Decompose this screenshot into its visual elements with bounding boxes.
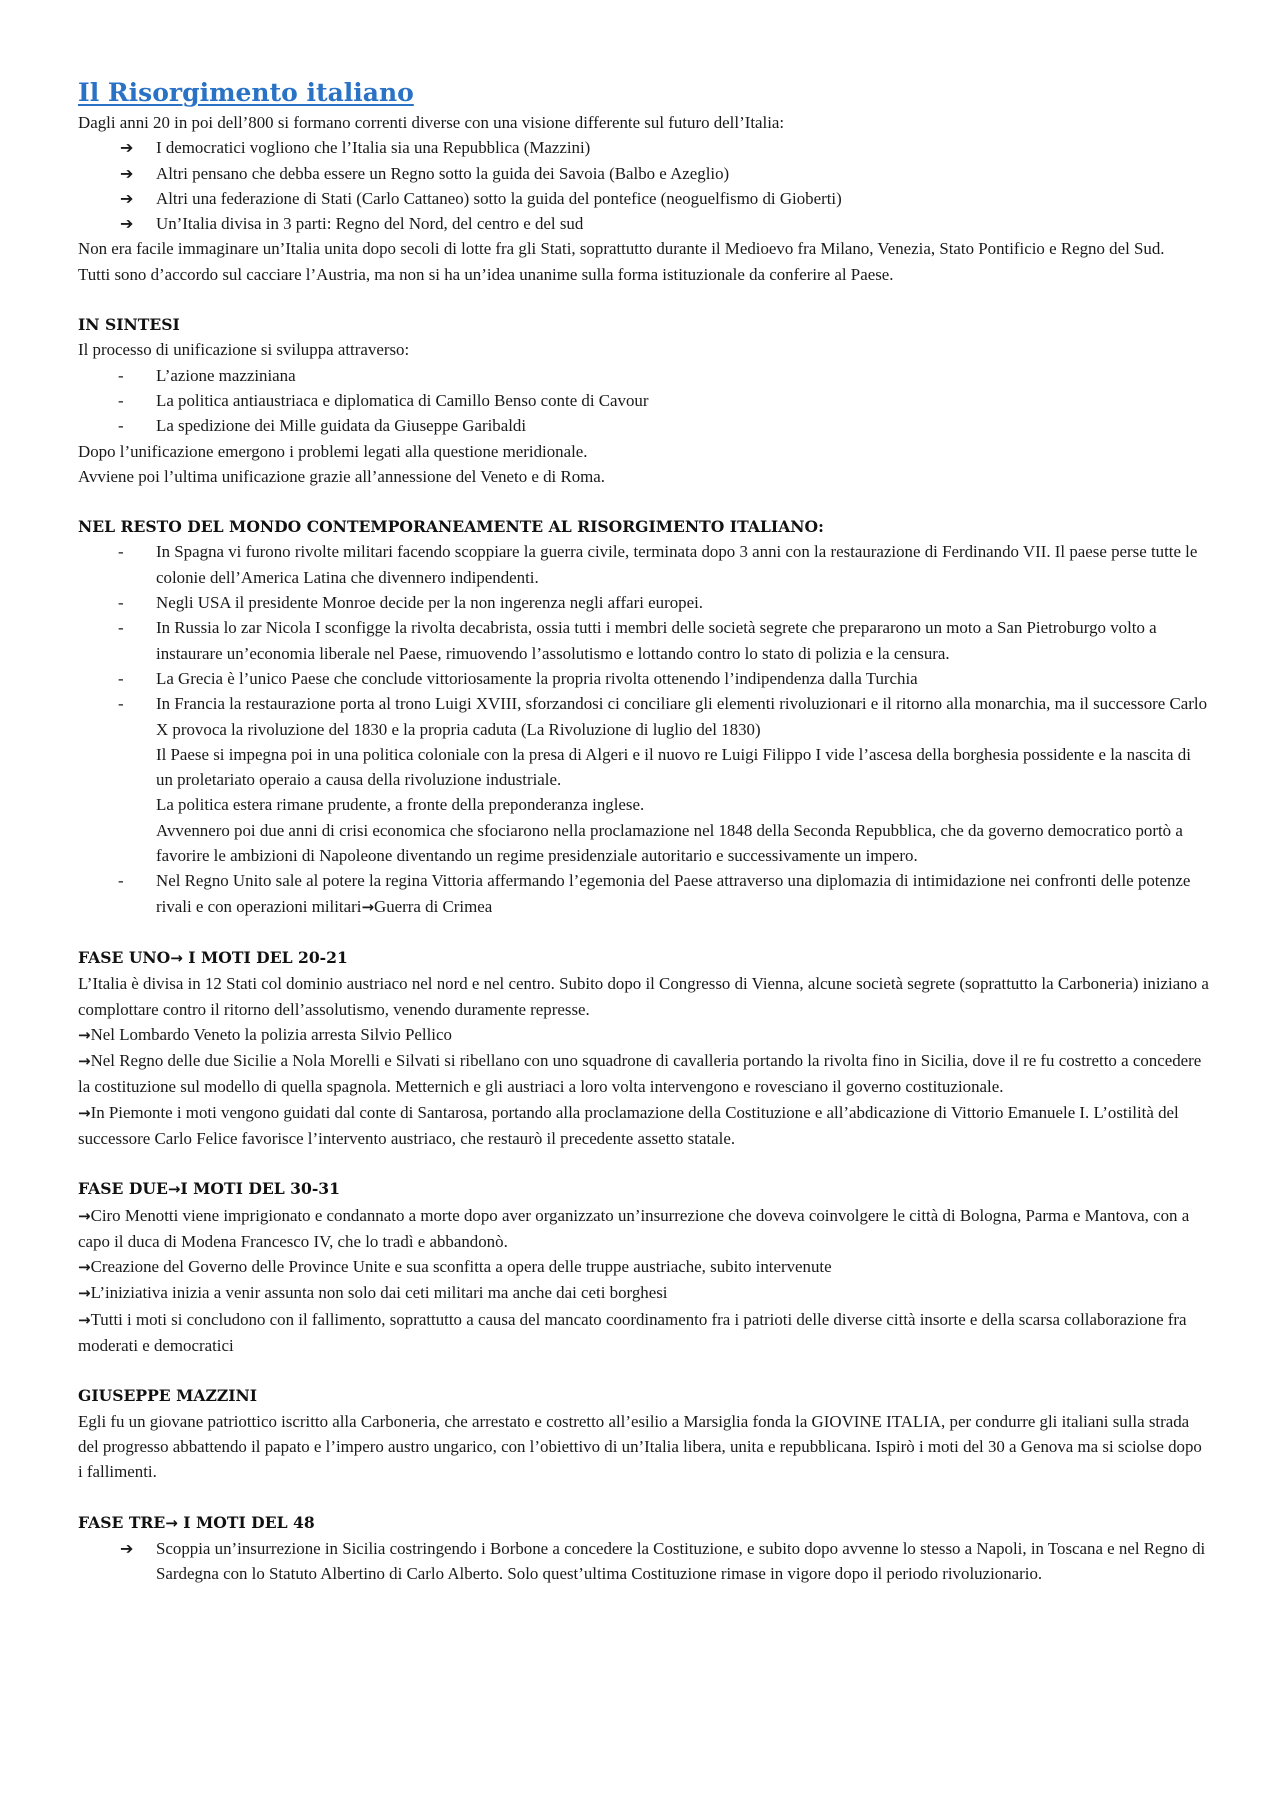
- list-item-francia: - In Francia la restaurazione porta al trono Luigi XVIII, sforzandosi ci conciliare gli elementi rivoluzionari e il ritorno alla monarchia, ma il successore Carlo X provoca la rivoluzione del 1830 e la propria caduta (La Rivoluzione di luglio del 1830) Il Paese si impegna poi in una politica coloniale con la presa di Algeri e il nuovo re Luigi Filippo I vide l’ascesa della borghesia possidente e la nascita di un proletariato operaio a causa della rivoluzione industriale. La politica estera rimane prudente, a fronte della preponderanza inglese. Avvennero poi due anni di crisi economica che sfociarono nella proclamazione nel 1848 della Seconda Repubblica, che da governo democratico portò a favorire le ambizioni di Napoleone diventando un regime presidenziale autoritario e successivamente un impero.: [78, 691, 1210, 868]
- section-heading-fase-tre: FASE TRE→ I MOTI DEL 48: [78, 1512, 315, 1532]
- intro-paragraph: Dagli anni 20 in poi dell’800 si formano correnti diverse con una visione differente sul futuro dell’Italia:: [78, 113, 785, 132]
- arrow-bullet-icon: ➔: [120, 163, 134, 183]
- dash-bullet: -: [118, 416, 124, 436]
- fase-uno-paragraph: L’Italia è divisa in 12 Stati col dominio austriaco nel nord e nel centro. Subito dopo il Congresso di Vienna, alcune società segrete (soprattutto la Carboneria) iniziano a complottare contro il ritorno dell’assolutismo, venendo duramente represse.: [78, 974, 1209, 1019]
- dash-bullet: -: [118, 593, 124, 613]
- currents-list: [78, 135, 1210, 236]
- mondo-list: [78, 539, 1210, 919]
- fase-tre-list: [78, 1536, 1210, 1587]
- arrow-bullet-icon: ➔: [120, 214, 134, 234]
- list-item: ➔ Altri una federazione di Stati (Carlo Cattaneo) sotto la guida del pontefice (neoguelfismo di Gioberti): [78, 186, 1210, 211]
- arrow-icon: →: [78, 1284, 91, 1303]
- sintesi-lead: Il processo di unificazione si sviluppa attraverso:: [78, 340, 410, 360]
- list-item: - La politica antiaustriaca e diplomatica di Camillo Benso conte di Cavour: [78, 388, 1210, 413]
- list-item: - La spedizione dei Mille guidata da Giuseppe Garibaldi: [78, 413, 1210, 438]
- arrow-icon: →: [78, 1206, 91, 1225]
- sintesi-list: [78, 363, 1210, 439]
- dash-bullet: -: [118, 694, 124, 714]
- arrow-bullet-icon: ➔: [120, 138, 134, 158]
- fase-due-item: →Ciro Menotti viene imprigionato e condannato a morte dopo aver organizzato un’insurrezione che doveva coinvolgere le città di Bologna, Parma e Mantova, con a capo il duca di Modena Francesco IV, che lo tradì e abbandonò.: [78, 1205, 1190, 1251]
- list-item: ➔ Scoppia un’insurrezione in Sicilia costringendo i Borbone a concedere la Costituzione, e subito dopo avvenne lo stesso a Napoli, in Toscana e nel Regno di Sardegna con lo Statuto Albertino di Carlo Alberto. Solo quest’ultima Costituzione rimase in vigore dopo il periodo rivoluzionario.: [78, 1536, 1210, 1587]
- list-item-russia: - In Russia lo zar Nicola I sconfigge la rivolta decabrista, ossia tutti i membri delle società segrete che prepararono un moto a San Pietroburgo volto a instaurare un’economia liberale nel Paese, rimuovendo l’assolutismo e lottando contro lo stato di polizia e la censura.: [78, 615, 1210, 666]
- intro-paragraph-2: Non era facile immaginare un’Italia unita dopo secoli di lotte fra gli Stati, soprattutto durante il Medioevo fra Milano, Venezia, Stato Pontificio e Regno del Sud.: [78, 239, 1165, 259]
- list-item-grecia: - La Grecia è l’unico Paese che conclude vittoriosamente la propria rivolta ottenendo l’indipendenza dalla Turchia: [78, 666, 1210, 691]
- arrow-icon: →: [78, 1103, 91, 1122]
- list-item-spagna: - In Spagna vi furono rivolte militari facendo scoppiare la guerra civile, terminata dopo 3 anni con la restaurazione di Ferdinando VII. Il paese perse tutte le colonie dell’America Latina che divennero indipendenti.: [78, 539, 1210, 590]
- fase-due-item: →L’iniziativa inizia a venir assunta non solo dai ceti militari ma anche dai ceti borghesi: [78, 1283, 668, 1303]
- intro-paragraph-3: Tutti sono d’accordo sul cacciare l’Austria, ma non si ha un’idea unanime sulla forma istituzionale da conferire al Paese.: [78, 264, 894, 284]
- arrow-bullet-icon: ➔: [120, 188, 134, 208]
- dash-bullet: -: [118, 542, 124, 562]
- list-item-usa: - Negli USA il presidente Monroe decide per la non ingerenza negli affari europei.: [78, 590, 1210, 615]
- list-item: - L’azione mazziniana: [78, 363, 1210, 388]
- fase-due-item: →Tutti i moti si concludono con il fallimento, soprattutto a causa del mancato coordinamento fra i patrioti delle diverse città insorte e della scarsa collaborazione fra moderati e democratici: [78, 1309, 1187, 1356]
- arrow-icon: →: [170, 948, 183, 967]
- arrow-icon: →: [167, 1180, 181, 1199]
- arrow-icon: →: [78, 1052, 91, 1071]
- arrow-bullet-icon: ➔: [120, 1538, 134, 1558]
- dash-bullet: -: [118, 618, 124, 638]
- dash-bullet: -: [118, 390, 124, 410]
- section-heading-mazzini: GIUSEPPE MAZZINI: [78, 1386, 258, 1406]
- list-item: ➔ Altri pensano che debba essere un Regno sotto la guida dei Savoia (Balbo e Azeglio): [78, 161, 1210, 186]
- section-heading-fase-uno: FASE UNO→ I MOTI DEL 20-21: [78, 947, 348, 967]
- section-heading-fase-due: FASE DUE→I MOTI DEL 30-31: [78, 1179, 340, 1199]
- page-title: Il Risorgimento italiano: [78, 78, 414, 107]
- section-heading-mondo: NEL RESTO DEL MONDO CONTEMPORANEAMENTE AL RISORGIMENTO ITALIANO:: [78, 517, 824, 537]
- list-item: ➔ Un’Italia divisa in 3 parti: Regno del Nord, del centro e del sud: [78, 211, 1210, 236]
- dash-bullet: -: [118, 365, 124, 385]
- dash-bullet: -: [118, 668, 124, 688]
- fase-uno-item: →In Piemonte i moti vengono guidati dal conte di Santarosa, portando alla proclamazione della Costituzione e all’abdicazione di Vittorio Emanuele I. L’ostilità del successore Carlo Felice favorisce l’intervento austriaco, che restaurò il precedente assetto statale.: [78, 1102, 1179, 1148]
- fase-due-item: →Creazione del Governo delle Province Unite e sua sconfitta a opera delle truppe austriache, subito intervenute: [78, 1257, 832, 1277]
- arrow-icon: →: [78, 1258, 91, 1277]
- arrow-icon: →: [165, 1513, 178, 1532]
- sintesi-after-1: Dopo l’unificazione emergono i problemi legati alla questione meridionale.: [78, 441, 588, 461]
- arrow-icon: →: [78, 1025, 91, 1044]
- list-item: ➔ I democratici vogliono che l’Italia sia una Repubblica (Mazzini): [78, 135, 1210, 160]
- arrow-icon: →: [78, 1310, 91, 1329]
- sintesi-after-2: Avviene poi l’ultima unificazione grazie all’annessione del Veneto e di Roma.: [78, 466, 606, 486]
- fase-uno-item: →Nel Lombardo Veneto la polizia arresta Silvio Pellico: [78, 1024, 452, 1044]
- mazzini-paragraph: Egli fu un giovane patriottico iscritto alla Carboneria, che arrestato e costretto all’esilio a Marsiglia fonda la GIOVINE ITALIA, per condurre gli italiani sulla strada del progresso abbattendo il papato e l’impero austro ungarico, con l’obiettivo di un’Italia libera, unita e repubblicana. Ispirò i moti del 30 a Genova ma si sciolse dopo i fallimenti.: [78, 1411, 1202, 1482]
- arrow-icon: →: [361, 897, 375, 916]
- dash-bullet: -: [118, 871, 124, 891]
- section-heading-sintesi: IN SINTESI: [78, 315, 180, 335]
- list-item-regno-unito: - Nel Regno Unito sale al potere la regina Vittoria affermando l’egemonia del Paese attraverso una diplomazia di intimidazione nei confronti delle potenze rivali e con operazioni militari→Guerra di Crimea: [78, 868, 1210, 920]
- fase-uno-item: →Nel Regno delle due Sicilie a Nola Morelli e Silvati si ribellano con uno squadrone di cavalleria portando la rivolta fino in Sicilia, dove il re fu costretto a concedere la costituzione sul modello di quella spagnola. Metternich e gli austriaci a loro volta intervengono e rovesciano il governo costituzionale.: [78, 1051, 1202, 1097]
